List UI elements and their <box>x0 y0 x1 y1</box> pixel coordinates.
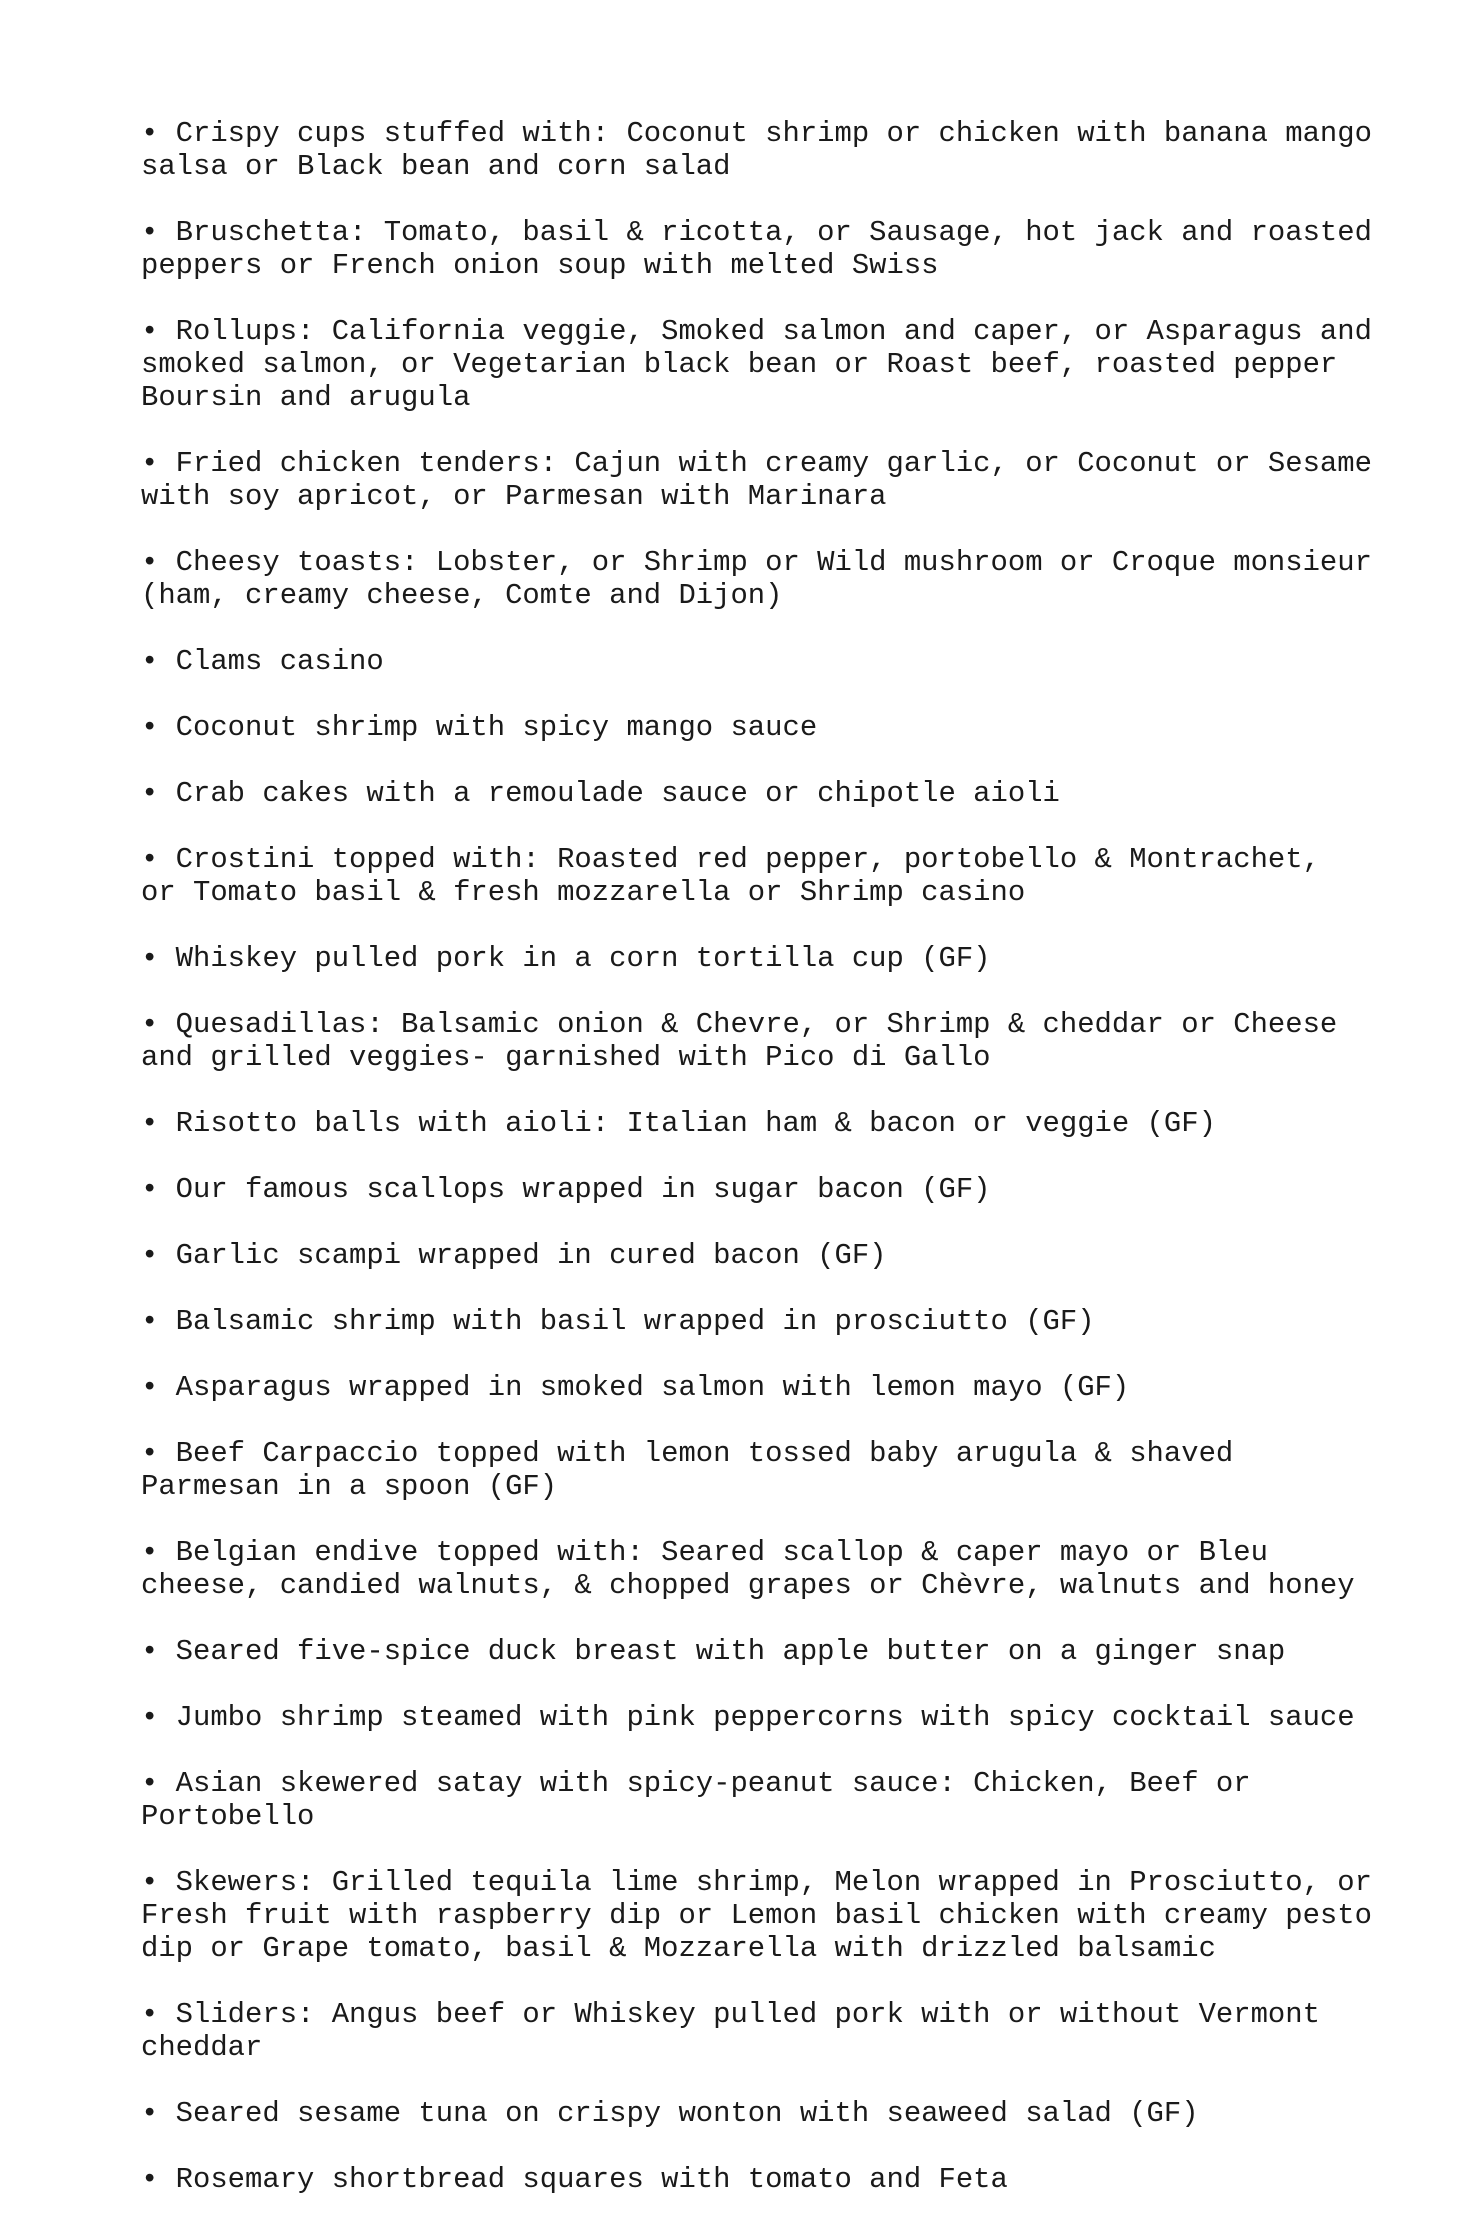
menu-item-quesadillas: • Quesadillas: Balsamic onion & Chevre, or Shrimp & cheddar or Cheese and grilled veggies- garnished with Pico di Gallo <box>141 1008 1338 1074</box>
menu-item-scallops: • Our famous scallops wrapped in sugar bacon (GF) <box>141 1173 991 1206</box>
menu-item-crab-cakes: • Crab cakes with a remoulade sauce or chipotle aioli <box>141 777 1060 810</box>
menu-item-belgian-endive: • Belgian endive topped with: Seared scallop & caper mayo or Bleu cheese, candied walnuts, & chopped grapes or Chèvre, walnuts and honey <box>141 1536 1355 1602</box>
menu-item-garlic-scampi: • Garlic scampi wrapped in cured bacon (GF) <box>141 1239 887 1272</box>
menu-item-beef-carpaccio: • Beef Carpaccio topped with lemon tossed baby arugula & shaved Parmesan in a spoon (GF) <box>141 1437 1234 1503</box>
menu-item-crostini: • Crostini topped with: Roasted red pepper, portobello & Montrachet, or Tomato basil & fresh mozzarella or Shrimp casino <box>141 843 1320 909</box>
menu-item-jumbo-shrimp: • Jumbo shrimp steamed with pink peppercorns with spicy cocktail sauce <box>141 1701 1355 1734</box>
menu-item-asparagus: • Asparagus wrapped in smoked salmon with lemon mayo (GF) <box>141 1371 1130 1404</box>
menu-item-crispy-cups: • Crispy cups stuffed with: Coconut shrimp or chicken with banana mango salsa or Black bean and corn salad <box>141 117 1372 183</box>
menu-item-rollups: • Rollups: California veggie, Smoked salmon and caper, or Asparagus and smoked salmon, or Vegetarian black bean or Roast beef, roasted pepper Boursin and arugula <box>141 315 1372 414</box>
menu-item-cheesy-toasts: • Cheesy toasts: Lobster, or Shrimp or Wild mushroom or Croque monsieur (ham, creamy cheese, Comte and Dijon) <box>141 546 1372 612</box>
menu-item-whiskey-pulled-pork: • Whiskey pulled pork in a corn tortilla cup (GF) <box>141 942 991 975</box>
menu-item-sliders: • Sliders: Angus beef or Whiskey pulled pork with or without Vermont cheddar <box>141 1998 1320 2064</box>
menu-item-balsamic-shrimp: • Balsamic shrimp with basil wrapped in prosciutto (GF) <box>141 1305 1095 1338</box>
menu-item-coconut-shrimp: • Coconut shrimp with spicy mango sauce <box>141 711 818 744</box>
menu-item-fried-chicken-tenders: • Fried chicken tenders: Cajun with creamy garlic, or Coconut or Sesame with soy apricot, or Parmesan with Marinara <box>141 447 1372 513</box>
menu-item-clams-casino: • Clams casino <box>141 645 384 678</box>
menu-item-risotto-balls: • Risotto balls with aioli: Italian ham & bacon or veggie (GF) <box>141 1107 1216 1140</box>
menu-item-duck-breast: • Seared five-spice duck breast with apple butter on a ginger snap <box>141 1635 1286 1668</box>
menu-item-skewers: • Skewers: Grilled tequila lime shrimp, Melon wrapped in Prosciutto, or Fresh fruit with raspberry dip or Lemon basil chicken with creamy pesto dip or Grape tomato, basil & Mozzarella with drizzled balsamic <box>141 1866 1372 1965</box>
menu-item-asian-satay: • Asian skewered satay with spicy-peanut sauce: Chicken, Beef or Portobello <box>141 1767 1251 1833</box>
appetizer-menu-list <box>141 84 1381 2229</box>
menu-item-bruschetta: • Bruschetta: Tomato, basil & ricotta, or Sausage, hot jack and roasted peppers or French onion soup with melted Swiss <box>141 216 1372 282</box>
menu-item-sesame-tuna: • Seared sesame tuna on crispy wonton with seaweed salad (GF) <box>141 2097 1199 2130</box>
menu-item-rosemary-shortbread: • Rosemary shortbread squares with tomato and Feta <box>141 2163 1008 2196</box>
